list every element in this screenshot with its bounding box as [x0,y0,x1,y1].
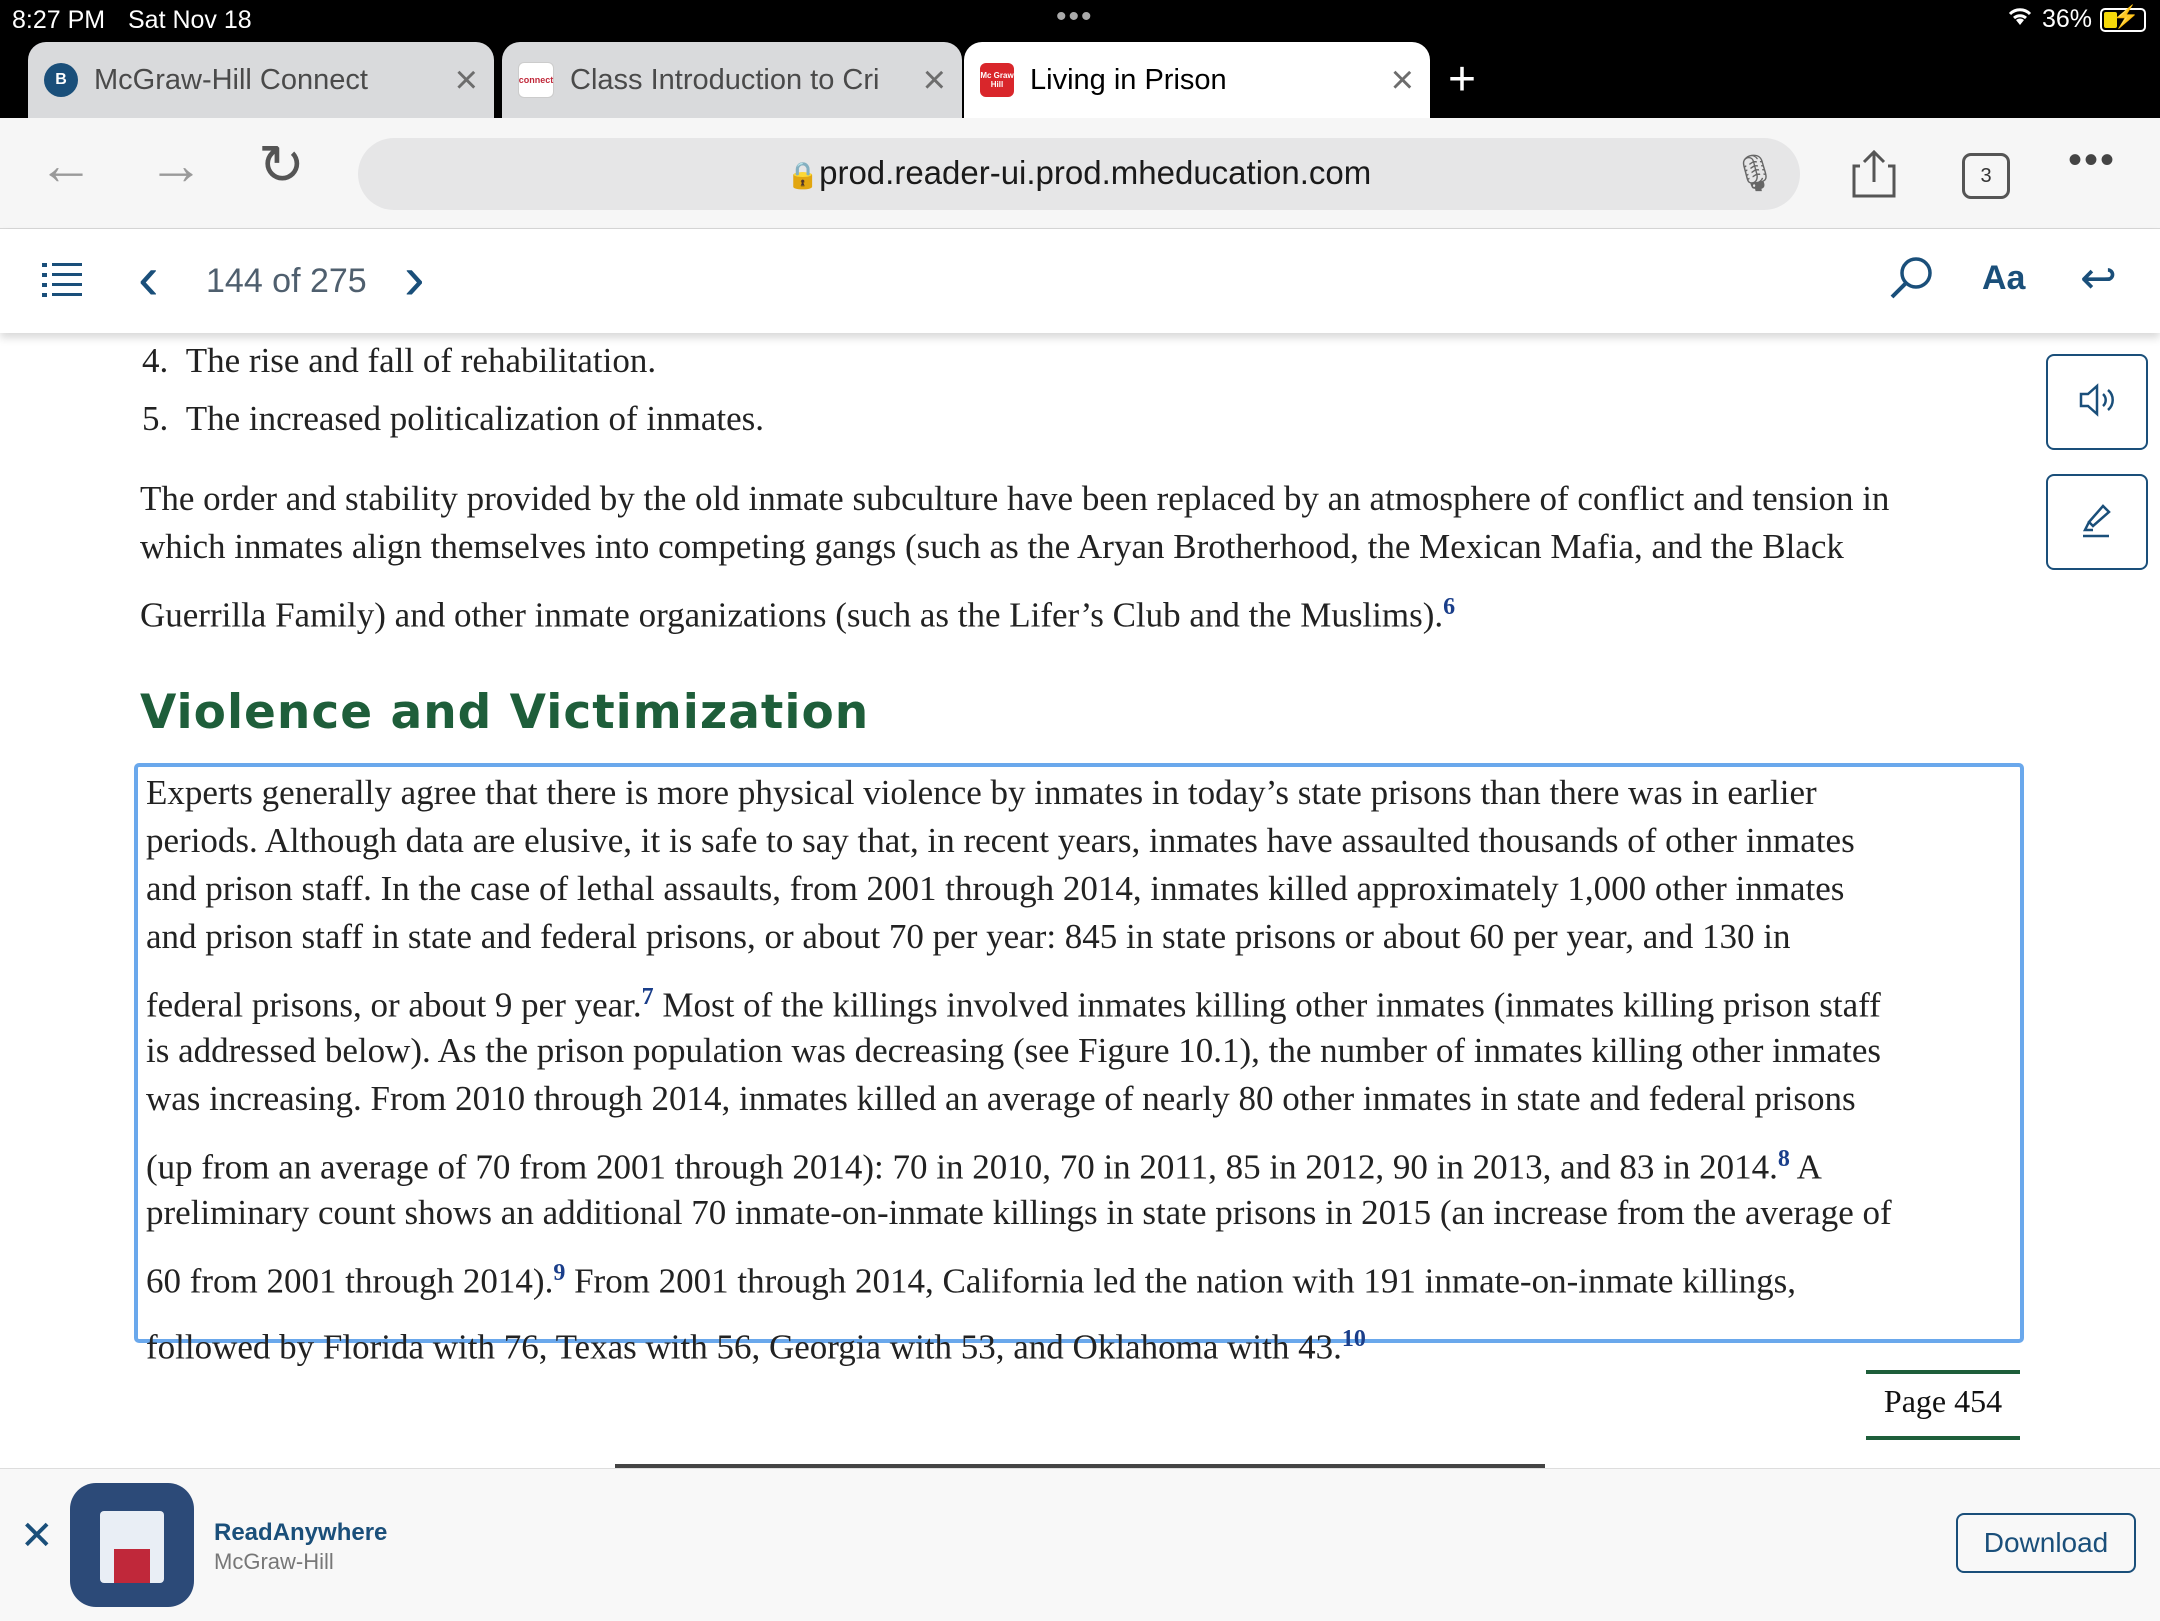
reader-toolbar [0,229,2160,333]
connect-logo-icon: connect [518,62,554,98]
search-icon[interactable] [1888,255,1934,306]
microphone-icon[interactable]: 🎙 [1732,152,1778,193]
tab-living-in-prison[interactable] [964,42,1430,118]
text-line: and prison staff in state and federal prisons, or about 70 per year: 845 in state prisons or about 60 per year, and 130 in [146,917,1791,956]
highlighter-button[interactable] [2046,474,2148,570]
new-tab-plus-icon[interactable]: + [1448,53,1477,106]
tab-title: McGraw-Hill Connect [94,63,368,96]
lock-icon: 🔒 [786,160,820,190]
tab-class-introduction[interactable] [502,42,962,118]
download-button[interactable]: Download [1956,1513,2136,1573]
text-line: which inmates align themselves into competing gangs (such as the Aryan Brotherhood, the Mexican Mafia, and the Black [140,527,1844,566]
status-right [2006,5,2146,34]
back-arrow-icon[interactable]: ← [38,133,94,196]
close-icon[interactable]: × [1390,57,1414,102]
reload-icon[interactable]: ↻ [258,133,305,196]
list-item: 4. The rise and fall of rehabilitation. [142,341,657,380]
previous-page-chevron-icon[interactable]: ‹ [138,244,159,313]
text-line: The order and stability provided by the old inmate subculture have been replaced by an atmosphere of conflict and tension in [140,479,1890,518]
tab-mcgraw-hill-connect[interactable] [28,42,494,118]
tab-title: Living in Prison [1030,63,1227,96]
browser-chrome-top [0,0,2160,118]
text-line: 60 from 2001 through 2014).$^9$ From 2001 through 2014, California led the nation with 191 inmate-on-inmate killings, [146,1260,1796,1301]
app-publisher: McGraw-Hill [214,1549,334,1574]
text-line: is addressed below). As the prison population was decreasing (see Figure 10.1), the number of inmates killing other inmates [146,1031,1882,1070]
text-line: Experts generally agree that there is more physical violence by inmates in today’s state prisons than there was in earlier [146,773,1817,812]
text-line: federal prisons, or about 9 per year.$^7$ Most of the killings involved inmates killing other inmates (inmates killing prison staff [146,984,1881,1025]
wifi-icon [2006,5,2034,34]
tab-count-button[interactable]: 3 [1962,153,2010,199]
battery-percent: 36% [2041,5,2092,33]
highlighted-text [146,769,2010,1369]
text-line: followed by Florida with 76, Texas with 56, Georgia with 53, and Oklahoma with 43.10 [146,1326,1366,1367]
mcgraw-hill-logo-icon: Mc Graw Hill [980,63,1014,97]
next-page-chevron-icon[interactable]: › [404,244,425,313]
close-icon[interactable]: ✕ [20,1514,54,1558]
text-line: was increasing. From 2010 through 2014, inmates killed an average of nearly 80 other inmates in state and federal prisons [146,1079,1856,1118]
footnote-link[interactable]: 9 [553,1260,566,1286]
highlighter-pen-icon [2079,500,2115,545]
status-time: 8:27 PM [12,6,106,34]
return-arrow-icon[interactable]: ↩ [2080,254,2117,303]
forward-arrow-icon[interactable]: → [148,133,204,196]
footnote-link[interactable]: 7 [641,984,654,1010]
list-item: 5. The increased politicalization of inmates. [142,399,765,438]
share-icon[interactable] [1852,148,1896,203]
close-icon[interactable]: × [922,57,946,102]
paragraph-order-stability [140,475,2040,640]
readanywhere-app-icon [70,1483,194,1607]
footnote-link[interactable]: 8 [1777,1146,1790,1172]
read-aloud-button[interactable] [2046,354,2148,450]
app-name: ReadAnywhere [214,1519,388,1546]
text-line: and prison staff. In the case of lethal assaults, from 2001 through 2014, inmates killed approximately 1,000 other inmates [146,869,1845,908]
multitask-dots-icon[interactable]: ••• [1056,0,1094,33]
status-date: Sat Nov 18 [128,6,252,34]
address-bar-row [0,118,2160,229]
text-line: preliminary count shows an additional 70 inmate-on-inmate killings in state prisons in 2015 (an increase from the average of [146,1193,1892,1232]
highlighted-paragraph[interactable] [134,763,2024,1367]
table-of-contents-icon[interactable] [42,259,82,304]
speaker-icon [2077,382,2117,423]
page-indicator: 144 of 275 [206,262,367,300]
page-marker: Page 454 [1866,1370,2020,1440]
tab-title: Class Introduction to Cri [570,63,880,96]
text-line: Guerrilla Family) and other inmate organizations (such as the Lifer’s Club and the Muslims).$^6$ [140,594,1456,635]
footnote-link[interactable]: 6 [1443,594,1456,620]
url-field[interactable] [358,138,1800,210]
close-icon[interactable]: × [454,57,478,102]
b-logo-icon: B [44,63,78,97]
footnote-link[interactable]: 10 [1341,1326,1366,1352]
url-text: 🔒prod.reader-ui.prod.mheducation.com [786,154,1372,191]
more-menu-icon[interactable]: ••• [2068,138,2117,182]
section-heading: Violence and Victimization [140,685,870,740]
font-settings-button[interactable]: Aa [1982,259,2026,297]
battery-icon: ⚡ [2100,8,2146,32]
text-line: (up from an average of 70 from 2001 through 2014): 70 in 2010, 70 in 2011, 85 in 2012, 90 in 2013, and 83 in 2014.$^8$ A [146,1146,1822,1187]
reader-content [0,333,2160,1468]
app-download-banner [0,1468,2160,1621]
text-line: periods. Although data are elusive, it is safe to say that, in recent years, inmates have assaulted thousands of other inmates [146,821,1855,860]
